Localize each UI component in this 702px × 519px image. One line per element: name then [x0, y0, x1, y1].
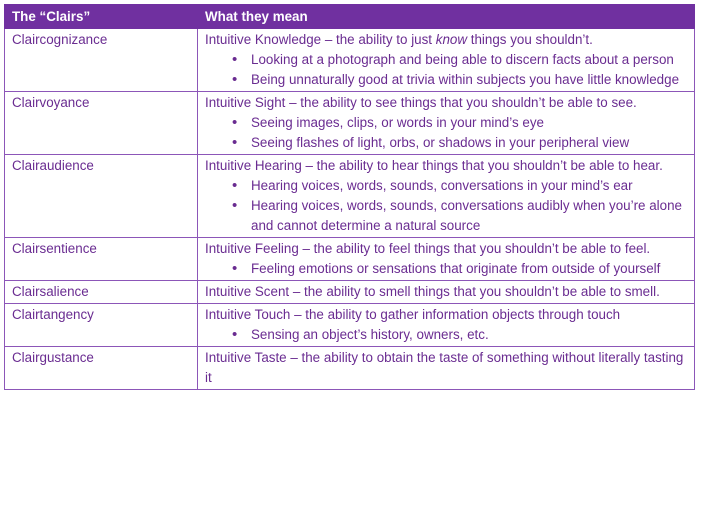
clair-name: Clairvoyance	[5, 92, 198, 155]
clair-description: Intuitive Sight – the ability to see things that you shouldn’t be able to see.	[205, 95, 637, 110]
clair-description: Intuitive Feeling – the ability to feel things that you shouldn’t be able to feel.	[205, 241, 651, 256]
table-row	[5, 155, 695, 238]
clair-name: Clairtangency	[5, 304, 198, 347]
table-row	[5, 92, 695, 155]
example-item: • Seeing images, clips, or words in your mind’s eye	[251, 113, 688, 133]
clairs-table-wrapper	[4, 4, 695, 390]
clair-name: Claircognizance	[5, 29, 198, 92]
example-item: • Hearing voices, words, sounds, conversations audibly when you’re alone and cannot determine a natural source	[251, 196, 688, 236]
header-clairs: The “Clairs”	[5, 5, 198, 29]
table-row	[5, 347, 695, 390]
clairs-table	[4, 4, 695, 390]
example-list	[205, 50, 688, 90]
table-row	[5, 281, 695, 304]
description-text: Intuitive Knowledge – the ability to just	[205, 32, 436, 47]
description-text: things you shouldn’t.	[467, 32, 593, 47]
clair-name: Clairaudience	[5, 155, 198, 238]
example-item: • Sensing an object’s history, owners, etc.	[251, 325, 688, 345]
clair-description	[205, 30, 688, 50]
header-row	[5, 5, 695, 29]
clair-meaning	[198, 155, 695, 238]
example-list	[205, 113, 688, 153]
clair-meaning	[198, 347, 695, 390]
description-emphasis: know	[435, 32, 468, 47]
clair-meaning	[198, 29, 695, 92]
clair-name: Clairsalience	[5, 281, 198, 304]
clair-meaning	[198, 304, 695, 347]
table-row	[5, 238, 695, 281]
example-item: • Looking at a photograph and being able to discern facts about a person	[251, 50, 688, 70]
clair-meaning	[198, 92, 695, 155]
clair-name: Clairgustance	[5, 347, 198, 390]
clair-description: Intuitive Hearing – the ability to hear things that you shouldn’t be able to hear.	[205, 158, 663, 173]
table-row	[5, 304, 695, 347]
header-meaning: What they mean	[198, 5, 695, 29]
clair-meaning	[198, 281, 695, 304]
clair-description: Intuitive Taste – the ability to obtain the taste of something without literally tasting it	[205, 350, 684, 385]
table-row	[5, 29, 695, 92]
clair-description: Intuitive Scent – the ability to smell things that you shouldn’t be able to smell.	[205, 284, 660, 299]
example-list	[205, 325, 688, 345]
example-list	[205, 176, 688, 236]
example-item: • Hearing voices, words, sounds, conversations in your mind’s ear	[251, 176, 688, 196]
clair-meaning	[198, 238, 695, 281]
example-item: • Seeing flashes of light, orbs, or shadows in your peripheral view	[251, 133, 688, 153]
clair-name: Clairsentience	[5, 238, 198, 281]
clair-description: Intuitive Touch – the ability to gather information objects through touch	[205, 307, 621, 322]
example-item: • Being unnaturally good at trivia within subjects you have little knowledge	[251, 70, 688, 90]
example-item: • Feeling emotions or sensations that originate from outside of yourself	[251, 259, 688, 279]
example-list	[205, 259, 688, 279]
